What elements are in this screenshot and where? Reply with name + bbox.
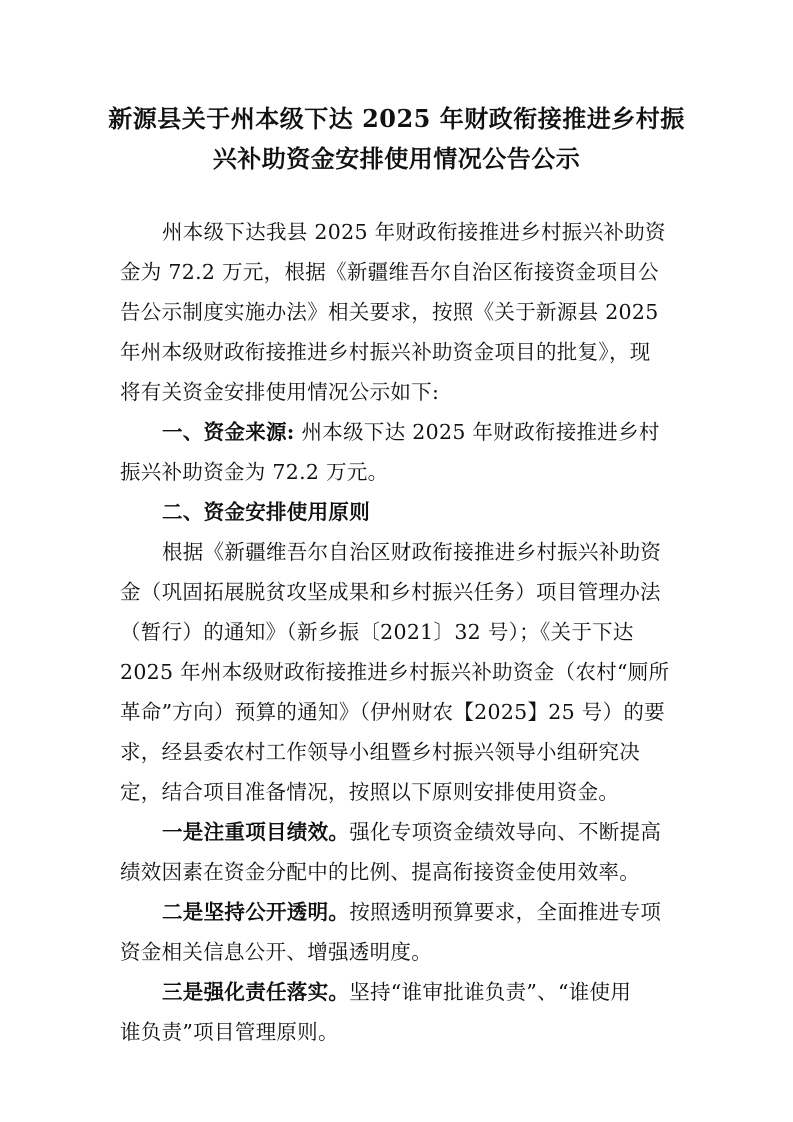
section2-line: 求，经县委农村工作领导小组暨乡村振兴领导小组研究决 [120,740,640,764]
section1-heading: 一、资金来源: [162,420,295,444]
section1-text: 州本级下达 2025 年财政衔接推进乡村 [294,420,660,444]
intro-line: 告公示制度实施办法》相关要求，按照《关于新源县 2025 [120,300,659,324]
intro-line: 将有关资金安排使用情况公示如下: [120,380,440,404]
section2-line: 定，结合项目准备情况，按照以下原则安排使用资金。 [120,780,620,804]
section2-line: 革命”方向）预算的通知》（伊州财农【2025】25 号）的要 [120,700,666,724]
intro-line: 州本级下达我县 2025 年财政衔接推进乡村振兴补助资 [162,220,666,244]
section1-line: 振兴补助资金为 72.2 万元。 [120,460,389,484]
principle3-line [162,977,631,1007]
intro-line: 金为 72.2 万元，根据《新疆维吾尔自治区衔接资金项目公 [120,260,659,284]
principle3-line: 谁负责”项目管理原则。 [120,1020,339,1044]
document-title-line-1: 新源县关于州本级下达 2025 年财政衔接推进乡村振 [108,104,685,133]
principle2-text: 按照透明预算要求，全面推进专项 [349,900,662,924]
principle1-line [162,817,661,847]
section2-line: 金（巩固拓展脱贫攻坚成果和乡村振兴任务）项目管理办法 [120,580,661,604]
section1-line [162,417,660,447]
principle2-line: 资金相关信息公开、增强透明度。 [120,940,432,964]
principle1-line: 绩效因素在资金分配中的比例、提高衔接资金使用效率。 [120,860,640,884]
section2-line: （暂行）的通知》（新乡振〔2021〕32 号）；《关于下达 [120,620,634,644]
section2-line: 2025 年州本级财政衔接推进乡村振兴补助资金（农村“厕所 [120,660,670,684]
principle3-heading: 三是强化责任落实。 [162,980,350,1004]
document-title-line-2: 兴补助资金安排使用情况公告公示 [212,144,581,173]
principle1-text: 强化专项资金绩效导向、不断提高 [349,820,662,844]
principle2-heading: 二是坚持公开透明。 [162,900,350,924]
principle2-line [162,897,661,927]
intro-line: 年州本级财政衔接推进乡村振兴补助资金项目的批复》，现 [120,340,651,364]
principle1-heading: 一是注重项目绩效。 [162,820,350,844]
principle3-text: 坚持“谁审批谁负责”、“谁使用 [349,980,632,1004]
section2-heading: 二、资金安排使用原则 [162,500,370,524]
section2-line: 根据《新疆维吾尔自治区财政衔接推进乡村振兴补助资 [162,540,662,564]
